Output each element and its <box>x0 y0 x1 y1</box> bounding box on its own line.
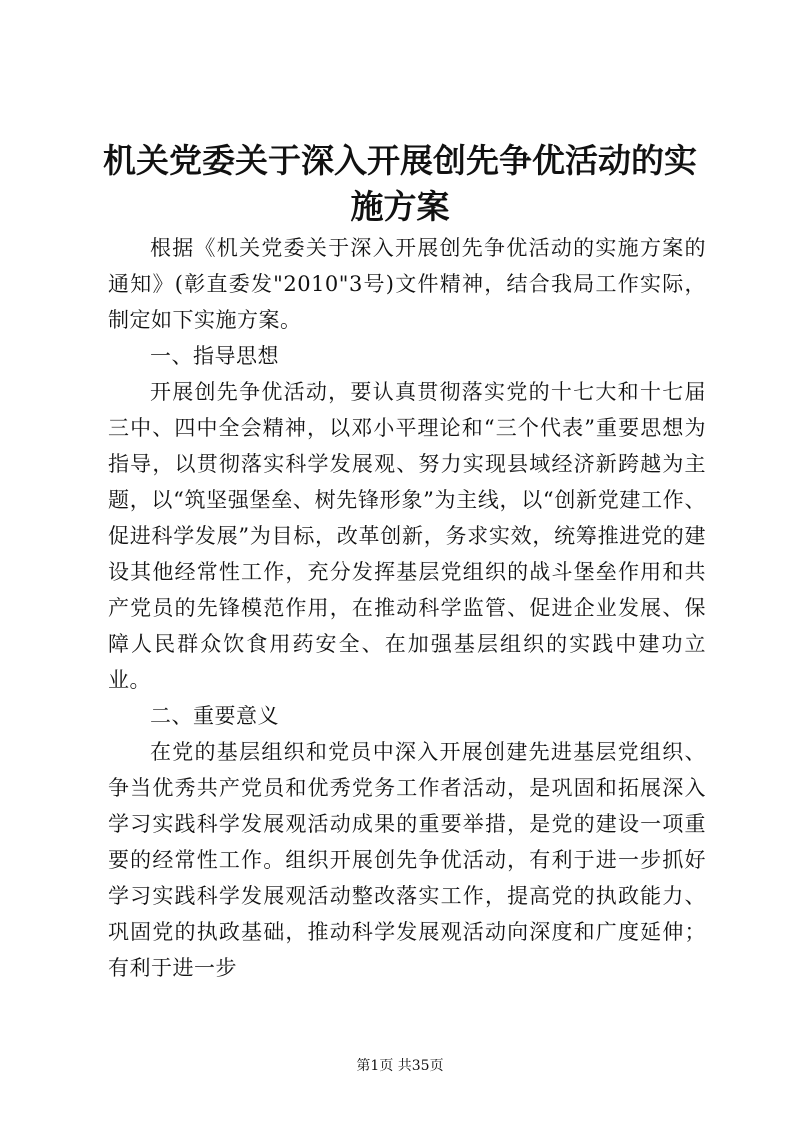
section-heading-guiding: 一、指导思想 <box>150 344 279 368</box>
section-heading-significance: 二、重要意义 <box>150 704 279 728</box>
document-title: 机关党委关于深入开展创先争优活动的实施方案 <box>103 141 697 226</box>
significance-paragraph: 在党的基层组织和党员中深入开展创建先进基层党组织、争当优秀共产党员和优秀党务工作者活动，是巩固和拓展深入学习实践科学发展观活动成果的重要举措，是党的建设一项重要的经常性工作。组织开展创先争优活动，有利于进一步抓好学习实践科学发展观活动整改落实工作，提高党的执政能力、巩固党的执政基础，推动科学发展观活动向深度和广度延伸；有利于进一步 <box>108 740 706 980</box>
guiding-paragraph: 开展创先争优活动，要认真贯彻落实党的十七大和十七届三中、四中全会精神，以邓小平理论和“三个代表”重要思想为指导，以贯彻落实科学发展观、努力实现县域经济新跨越为主题，以“筑坚强堡垒、树先锋形象”为主线，以“创新党建工作、促进科学发展”为目标，改革创新，务求实效，统筹推进党的建设其他经常性工作，充分发挥基层党组织的战斗堡垒作用和共产党员的先锋模范作用，在推动科学监管、促进企业发展、保障人民群众饮食用药安全、在加强基层组织的实践中建功立业。 <box>108 380 706 692</box>
page-number-footer: 第1页 共35页 <box>356 1058 444 1074</box>
document-body <box>108 230 706 986</box>
intro-paragraph: 根据《机关党委关于深入开展创先争优活动的实施方案的通知》(彰直委发"2010"3号)文件精神，结合我局工作实际，制定如下实施方案。 <box>108 236 706 332</box>
